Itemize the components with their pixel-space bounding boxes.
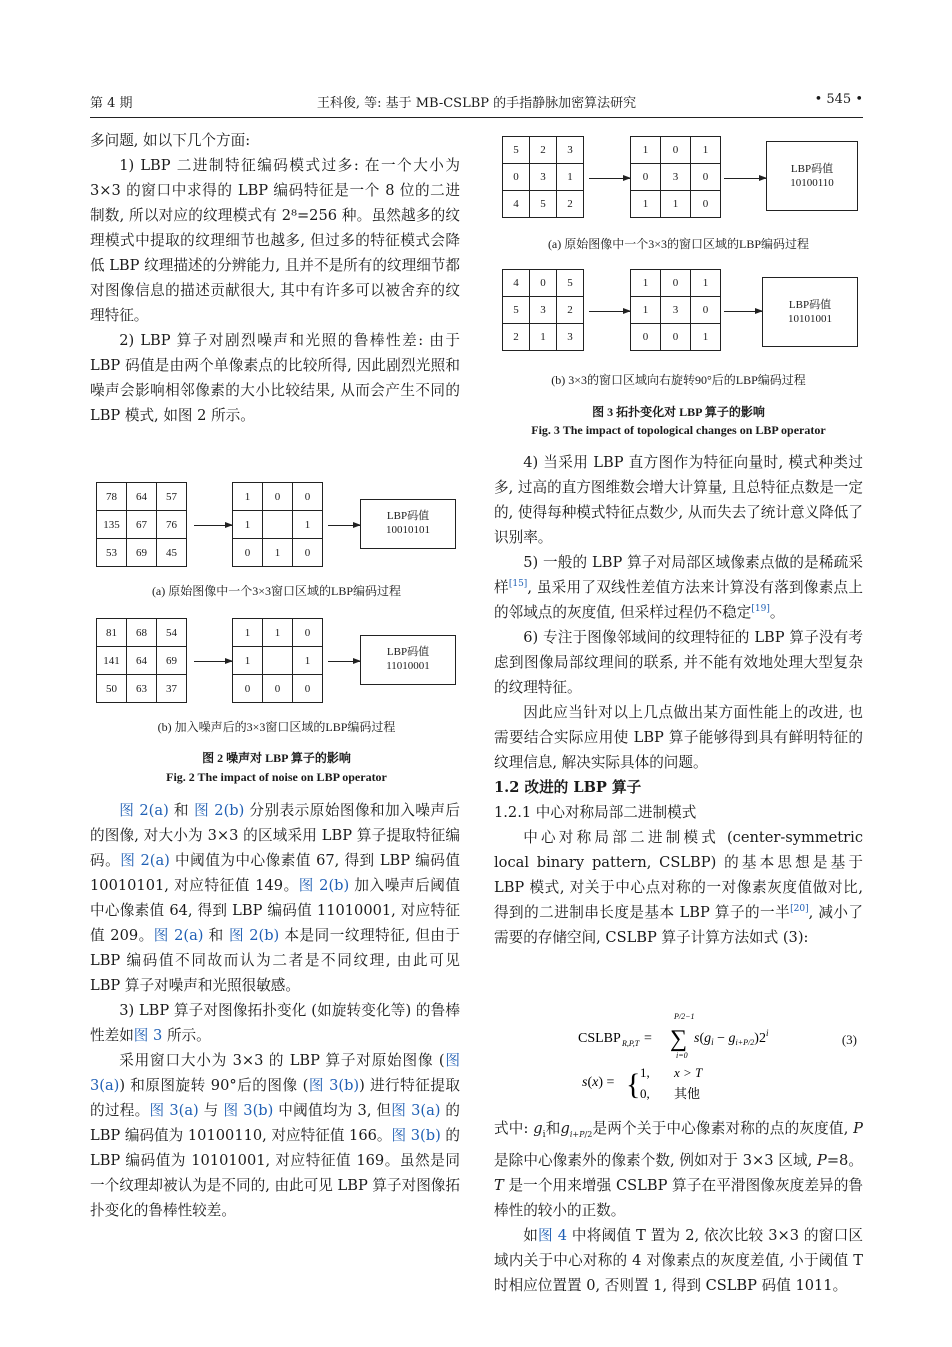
subfigure-caption: (b) 加入噪声后的3×3窗口区域的LBP编码过程: [157, 720, 396, 734]
grid-cell: 4: [503, 270, 530, 297]
grid-cell: 5: [557, 270, 584, 297]
subfigure-caption: (a) 原始图像中一个3×3窗口区域的LBP编码过程: [151, 584, 402, 598]
text-run: 。: [769, 604, 785, 621]
eq-case2-cond: 其他: [674, 1086, 701, 1101]
grid-cell: 50: [97, 675, 127, 703]
grid-cell: 3: [557, 324, 584, 351]
grid-cell: 135: [97, 511, 127, 539]
text-run: 中阈值为中心像素值 67, 得到 LBP 编码值 10010101, 对应特征值 149。: [90, 852, 461, 894]
grid-cell: 0: [293, 675, 323, 703]
grid-cell: 76: [157, 511, 187, 539]
arrow-icon: [328, 525, 360, 526]
grid-cell: 0: [631, 164, 661, 191]
grid-cell: 1: [631, 297, 661, 324]
grid-cell: 63: [127, 675, 157, 703]
grid-cell: 0: [503, 164, 530, 191]
eq-sum-upper: P/2−1: [674, 1012, 695, 1021]
sigma-icon: ∑: [670, 1026, 688, 1052]
citation-link[interactable]: [20]: [790, 904, 809, 914]
code-value: 10100110: [790, 177, 834, 189]
equation-3: [494, 1006, 863, 1114]
grid-cell: 1: [233, 647, 263, 675]
pixel-grid-rotated: [502, 269, 584, 351]
subfigure-caption: (a) 原始图像中一个3×3的窗口区域的LBP编码过程: [547, 237, 810, 251]
pixel-grid-original: [502, 136, 584, 218]
figure-link[interactable]: 图 3(a): [149, 1102, 199, 1119]
grid-cell: 0: [263, 675, 293, 703]
text-run: 如: [523, 1226, 539, 1244]
grid-cell: 3: [530, 164, 557, 191]
figure-3: [494, 132, 863, 444]
paragraph: 1) LBP 二进制特征编码模式过多: 在一个大小为 3×3 的窗口中求得的 LBP 编码特征是一个 8 位的二进制数, 所以对应的纹理模式有 2⁸=256 种。虽然越多的纹理模式中提取的纹理细节也越多, 但过多的特征模式会降低 LBP 纹理描述的分辨能力, 且并不是所有的纹理细节都对图像信息的描述贡献很大, 其中有许多可以被舍弃的纹理特征。: [90, 157, 460, 324]
grid-cell: 0: [631, 324, 661, 351]
figure-link[interactable]: 图 3(b): [391, 1127, 441, 1144]
eq-case1-val: 1,: [640, 1065, 650, 1080]
pixel-grid-noisy: [96, 618, 187, 703]
eq-case2-val: 0,: [640, 1086, 650, 1101]
grid-cell: 0: [661, 137, 691, 164]
grid-cell: 54: [157, 619, 187, 647]
grid-cell: 0: [293, 483, 323, 511]
grid-cell: 0: [661, 324, 691, 351]
eq-equals: =: [644, 1031, 652, 1046]
grid-cell: 69: [127, 539, 157, 567]
text-run: 所示。: [162, 1027, 211, 1044]
page-number: • 545 •: [814, 92, 863, 107]
right-column-mid: [494, 450, 863, 1006]
figure-link[interactable]: 图 3(a): [90, 1052, 460, 1094]
figure-link[interactable]: 图 3(a): [391, 1102, 441, 1119]
grid-cell: 1: [233, 511, 263, 539]
grid-cell: 68: [127, 619, 157, 647]
paragraph: [90, 998, 460, 1048]
grid-cell: 0: [233, 675, 263, 703]
arrow-icon: [328, 661, 360, 662]
grid-cell: 0: [530, 270, 557, 297]
grid-cell: 0: [691, 191, 721, 218]
paragraph: 6) 专注于图像邻域间的纹理特征的 LBP 算子没有考虑到图像局部纹理间的联系, 并不能有效地处理大型复杂的纹理特征。: [494, 629, 863, 696]
eq-lhs-sub: R,P,T: [622, 1039, 640, 1048]
subsection-heading: 1.2.1 中心对称局部二进制模式: [494, 804, 697, 821]
text-run: 是两个关于中心像素对称的点的灰度值,: [592, 1120, 854, 1137]
pixel-grid-binary: [232, 618, 323, 703]
text-run: 加入噪声后阈值中心像素值 64, 得到 LBP 编码值 11010001, 对应特征值 209。: [90, 877, 460, 944]
grid-cell: 1: [263, 619, 293, 647]
left-column-bottom: [90, 798, 460, 1293]
grid-cell: 3: [661, 164, 691, 191]
grid-cell: 2: [503, 324, 530, 351]
eq-sx: s(x) =: [582, 1075, 615, 1090]
figure-link[interactable]: 图 4: [538, 1226, 568, 1244]
paragraph: [494, 550, 863, 625]
grid-cell: 2: [557, 191, 584, 218]
code-value: 10101001: [788, 313, 832, 325]
text-run: 与: [198, 1102, 224, 1119]
text-run: 3) LBP 算子对图像拓扑变化 (如旋转变化等) 的鲁棒性差如: [90, 1002, 460, 1044]
text-run: 采用窗口大小为 3×3 的 LBP 算子对原始图像 (: [119, 1052, 445, 1069]
text-run: 中阈值均为 3, 但: [273, 1102, 392, 1119]
pixel-grid-original: [96, 482, 187, 567]
paragraph: [494, 1223, 863, 1298]
grid-cell: 69: [157, 647, 187, 675]
running-header: [90, 92, 863, 114]
text-run: , 虽采用了双线性差值方法来计算没有落到像素点上的邻域点的灰度值, 但采样过程仍不稳定: [494, 579, 863, 621]
code-label: LBP码值: [386, 510, 430, 522]
arrow-icon: [194, 525, 232, 526]
code-value: 10010101: [386, 524, 430, 536]
text-run: 本是同一纹理特征, 但由于 LBP 编码值不同故而认为二者是不同纹理, 由此可见 LBP 算子对噪声和光照很敏感。: [90, 927, 461, 994]
paragraph: 因此应当针对以上几点做出某方面性能上的改进, 也需要结合实际应用使 LBP 算子能够得到具有鲜明特征的纹理信息, 解决实际具体的问题。: [494, 704, 863, 771]
figure-link[interactable]: 图 3(b): [308, 1077, 360, 1094]
brace-icon: {: [626, 1068, 641, 1101]
code-label: LBP码值: [790, 163, 834, 175]
issue-label: 第 4 期: [90, 96, 133, 111]
figure-caption-en: Fig. 3 The impact of topological changes on LBP operator: [531, 423, 826, 437]
grid-cell: 141: [97, 647, 127, 675]
subfigure-caption: (b) 3×3的窗口区域向右旋转90°后的LBP编码过程: [551, 373, 806, 387]
running-title: 王科俊, 等: 基于 MB-CSLBP 的手指静脉加密算法研究: [316, 96, 637, 111]
pixel-grid-binary: [232, 482, 323, 567]
grid-cell: 1: [293, 511, 323, 539]
paragraph: 多问题, 如以下几个方面:: [90, 132, 251, 149]
grid-cell: 5: [503, 137, 530, 164]
grid-cell: 0: [691, 297, 721, 324]
grid-cell: 1: [530, 324, 557, 351]
grid-cell: 1: [661, 191, 691, 218]
grid-cell: 1: [631, 270, 661, 297]
grid-cell: [263, 511, 293, 539]
text-run: ) 和原图旋转 90°后的图像 (: [119, 1077, 309, 1094]
grid-cell: 1: [293, 647, 323, 675]
arrow-icon: [724, 311, 762, 312]
grid-cell: 53: [97, 539, 127, 567]
paragraph: 2) LBP 算子对剧烈噪声和光照的鲁棒性差: 由于 LBP 码值是由两个单像素点的比较所得, 因此剧烈光照和噪声会影响相邻像素的大小比较结果, 从而会产生不同的 LBP 模式, 如图 2 所示。: [90, 332, 460, 424]
paragraph: [494, 825, 863, 950]
figure-link[interactable]: 图 2(a): [119, 802, 169, 819]
grid-cell: 81: [97, 619, 127, 647]
grid-cell: [263, 647, 293, 675]
grid-cell: 45: [157, 539, 187, 567]
grid-cell: 64: [127, 647, 157, 675]
figure-caption-cn: 图 2 噪声对 LBP 算子的影响: [202, 751, 351, 765]
grid-cell: 0: [293, 619, 323, 647]
grid-cell: 1: [557, 164, 584, 191]
arrow-icon: [194, 661, 232, 662]
arrow-icon: [589, 311, 630, 312]
code-label: LBP码值: [386, 646, 430, 658]
paragraph: [90, 1048, 460, 1223]
paragraph: [90, 798, 460, 998]
eq-body: $s(g_i - g_{i+P/2})2^i$: [694, 1028, 769, 1047]
grid-cell: 78: [97, 483, 127, 511]
lbp-code-box: [766, 141, 858, 211]
figure-link[interactable]: 图 2(a): [120, 852, 170, 869]
text-run: , 减小了需要的存储空间, CSLBP 算子计算方法如式 (3):: [494, 904, 864, 946]
eq-sum-lower: i=0: [676, 1051, 688, 1060]
paragraph: 式中: $g_i$和$g_{i+P/2}$是两个关于中心像素对称的点的灰度值, P 是除中心像素外的像素个数, 例如对于 3×3 区域, P=8。T 是一个用来增强 CSLBP 算子在平滑图像灰度差异的鲁棒性的较小的正数。: [494, 1120, 863, 1219]
grid-cell: 1: [631, 191, 661, 218]
text-run: 的 LBP 编码值为 10101001, 对应特征值 169。虽然是同一个纹理却被认为是不同的, 由此可见 LBP 算子对图像拓扑变化的鲁棒性较差。: [90, 1127, 460, 1219]
grid-cell: 3: [530, 297, 557, 324]
figure-caption-cn: 图 3 拓扑变化对 LBP 算子的影响: [592, 405, 765, 419]
text-run: 分别表示原始图像和加入噪声后的图像, 对大小为 3×3 的区域采用 LBP 算子提取特征编码。: [90, 802, 461, 869]
text-run: 中将阈值 T 置为 2, 依次比较 3×3 的窗口区域内关于中心对称的 4 对像素点的灰度差值, 小于阈值 T 时相应位置置 0, 否则置 1, 得到 CSLBP 码值 1011。: [494, 1226, 863, 1294]
right-column-bottom: [494, 1116, 863, 1296]
grid-cell: 67: [127, 511, 157, 539]
text-run: 和: [203, 927, 229, 944]
lbp-code-box: [360, 499, 456, 549]
figure-caption-en: Fig. 2 The impact of noise on LBP operator: [166, 770, 387, 784]
grid-cell: 37: [157, 675, 187, 703]
grid-cell: 0: [263, 483, 293, 511]
text-run: 的 LBP 编码值为 10100110, 对应特征值 166。: [90, 1102, 461, 1144]
equation-graphic: [494, 1006, 834, 1114]
code-label: LBP码值: [788, 299, 832, 311]
section-heading: 1.2 改进的 LBP 算子: [494, 779, 642, 796]
grid-cell: 0: [691, 164, 721, 191]
figure-link[interactable]: 图 2(a): [153, 927, 204, 944]
figure-link[interactable]: 图 3: [133, 1027, 163, 1044]
eq-lhs: CSLBP: [578, 1031, 621, 1046]
figure-link[interactable]: 图 2(b): [298, 877, 350, 894]
grid-cell: 0: [293, 539, 323, 567]
equation-number: (3): [841, 1032, 857, 1047]
pixel-grid-binary: [630, 136, 721, 218]
grid-cell: 1: [631, 137, 661, 164]
grid-cell: 2: [557, 297, 584, 324]
grid-cell: 3: [557, 137, 584, 164]
figure-2: [90, 478, 463, 818]
eq-case1-cond: x > T: [674, 1065, 703, 1080]
figure-link[interactable]: 图 2(b): [194, 802, 245, 819]
citation-link[interactable]: [15]: [508, 579, 528, 589]
grid-cell: 4: [503, 191, 530, 218]
grid-cell: 5: [503, 297, 530, 324]
grid-cell: 0: [661, 270, 691, 297]
grid-cell: 1: [691, 137, 721, 164]
grid-cell: 1: [233, 619, 263, 647]
citation-link[interactable]: [19]: [751, 604, 770, 614]
code-value: 11010001: [386, 660, 430, 672]
paragraph: 4) 当采用 LBP 直方图作为特征向量时, 模式种类过多, 过高的直方图维数会增大计算量, 且总特征点数是一定的, 使得每种模式特征点数少, 从而失去了统计意义降低了识别率。: [494, 454, 863, 546]
arrow-icon: [724, 178, 766, 179]
lbp-code-box: [360, 635, 456, 685]
grid-cell: 1: [263, 539, 293, 567]
grid-cell: 0: [233, 539, 263, 567]
grid-cell: 64: [127, 483, 157, 511]
grid-cell: 57: [157, 483, 187, 511]
grid-cell: 1: [691, 270, 721, 297]
lbp-code-box: [762, 277, 858, 347]
figure-link[interactable]: 图 3(b): [223, 1102, 274, 1119]
header-rule: [90, 117, 863, 118]
grid-cell: 2: [530, 137, 557, 164]
grid-cell: 5: [530, 191, 557, 218]
text-run: ) 进行特征提取的过程。: [90, 1077, 461, 1119]
arrow-icon: [589, 178, 630, 179]
figure-link[interactable]: 图 2(b): [228, 927, 280, 944]
text-run: 和: [168, 802, 195, 819]
grid-cell: 1: [691, 324, 721, 351]
grid-cell: 1: [233, 483, 263, 511]
grid-cell: 3: [661, 297, 691, 324]
text-run: 中心对称局部二进制模式 (center-symmetric local binary pattern, CSLBP) 的基本思想是基于 LBP 模式, 对关于中心点对称的一对像素灰度值做对比, 得到的二进制串长度是基本 LBP 算子的一半: [494, 829, 863, 921]
pixel-grid-binary: [630, 269, 721, 351]
text-run: 5) 一般的 LBP 算子对局部区域像素点做的是稀疏采样: [494, 554, 863, 596]
left-column-top: [90, 128, 460, 456]
